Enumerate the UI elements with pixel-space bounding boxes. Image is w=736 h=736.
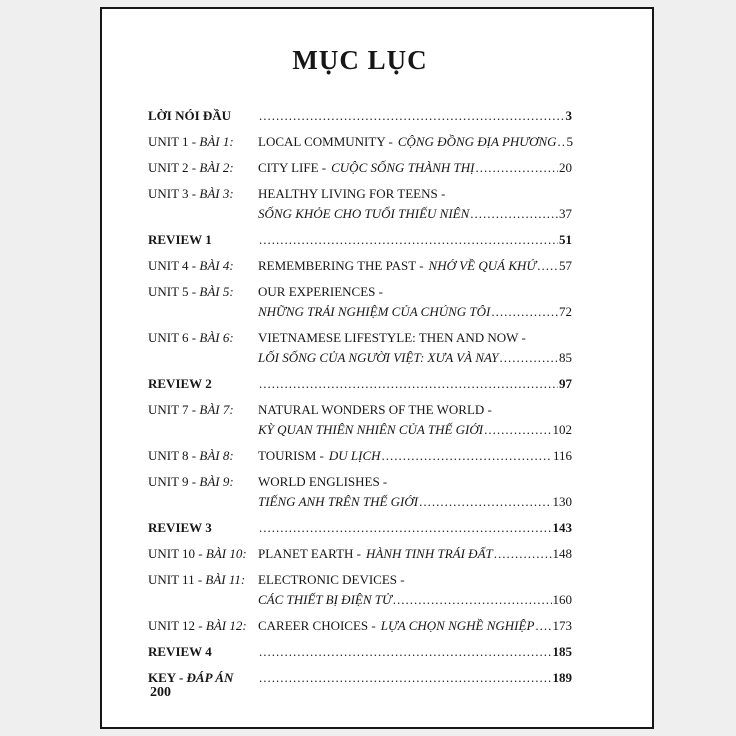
toc-entry-label: UNIT 12 -: [148, 618, 203, 633]
toc-entry: [148, 256, 572, 276]
toc-entry-label: UNIT 11 -: [148, 572, 203, 587]
toc-entry-label-italic: BÀI 11:: [205, 572, 246, 587]
toc-entry: [148, 472, 572, 512]
toc-entry-title-vi: NHỚ VỀ QUÁ KHỨ: [428, 258, 537, 273]
toc-entry: [148, 616, 572, 636]
dot-leader: [500, 348, 559, 368]
toc-entry-label: REVIEW 3: [148, 520, 212, 535]
dot-leader: [470, 204, 558, 224]
toc-entry-page: 85: [559, 350, 572, 365]
toc-entry: [148, 400, 572, 440]
page-content: [102, 9, 652, 688]
toc-entry: [148, 132, 572, 152]
toc-entry-label: UNIT 10 -: [148, 546, 203, 561]
toc-entry-label: UNIT 2 -: [148, 160, 197, 175]
toc-entry-title-en: TOURISM -: [258, 448, 324, 463]
dot-leader: [393, 590, 552, 610]
toc-entry: [148, 282, 572, 322]
toc-entry-title-en: LOCAL COMMUNITY -: [258, 134, 393, 149]
toc-entry-title-en: NATURAL WONDERS OF THE WORLD -: [258, 402, 492, 417]
toc-entry: [148, 230, 572, 250]
toc-entry-label-italic: BÀI 10:: [205, 546, 247, 561]
toc-entry-page: 51: [559, 232, 572, 247]
toc-entry-label: UNIT 7 -: [148, 402, 197, 417]
toc-entry-label: REVIEW 2: [148, 376, 212, 391]
footer-page-number: 200: [150, 685, 171, 700]
toc-entry-title-vi: NHỮNG TRẢI NGHIỆM CỦA CHÚNG TÔI: [258, 304, 491, 319]
dot-leader: [259, 668, 552, 688]
toc-entry: [148, 544, 572, 564]
toc-entry: [148, 446, 572, 466]
toc-entry-label: UNIT 3 -: [148, 186, 197, 201]
toc-entry-title-en: WORLD ENGLISHES -: [258, 474, 388, 489]
toc-entry-label: UNIT 8 -: [148, 448, 197, 463]
toc-entry-title-en: VIETNAMESE LIFESTYLE: THEN AND NOW -: [258, 330, 526, 345]
toc-entry-page: 5: [566, 134, 574, 149]
toc-entry-label-italic: BÀI 12:: [205, 618, 247, 633]
dot-leader: [259, 230, 558, 250]
toc-entry-label: UNIT 1 -: [148, 134, 197, 149]
toc-entry-title-vi: CỘNG ĐỒNG ĐỊA PHƯƠNG: [397, 134, 557, 149]
toc-entry-title-vi: LỐI SỐNG CỦA NGƯỜI VIỆT: XƯA VÀ NAY: [258, 350, 499, 365]
toc-entry-label: UNIT 5 -: [148, 284, 197, 299]
dot-leader: [259, 106, 565, 126]
toc-entry-page: 185: [552, 644, 572, 659]
dot-leader: [537, 256, 558, 276]
toc-entry-label: LỜI NÓI ĐẦU: [148, 108, 232, 123]
toc-entry-label-italic: BÀI 3:: [199, 186, 234, 201]
dot-leader: [259, 642, 552, 662]
toc-entry-label-italic: BÀI 8:: [199, 448, 234, 463]
toc-entry-title-en: CAREER CHOICES -: [258, 618, 376, 633]
toc-entry-page: 97: [559, 376, 572, 391]
toc-entry: [148, 184, 572, 224]
dot-leader: [535, 616, 551, 636]
toc-entry-page: 72: [559, 304, 572, 319]
toc-entry-page: 189: [552, 670, 572, 685]
toc-entry-title-vi: CÁC THIẾT BỊ ĐIỆN TỬ: [258, 592, 392, 607]
toc-entry-title-vi: HÀNH TINH TRÁI ĐẤT: [365, 546, 493, 561]
toc-entry-title-vi: CUỘC SỐNG THÀNH THỊ: [331, 160, 475, 175]
toc-entry-label-italic: BÀI 4:: [199, 258, 234, 273]
toc-entry-page: 116: [552, 448, 572, 463]
dot-leader: [484, 420, 551, 440]
toc-entry-label: UNIT 4 -: [148, 258, 197, 273]
toc-entry-title-en: PLANET EARTH -: [258, 546, 361, 561]
toc-entry-label-italic: BÀI 9:: [199, 474, 234, 489]
toc-entry-label-italic: BÀI 7:: [199, 402, 234, 417]
table-of-contents: [148, 106, 572, 688]
toc-entry-title-vi: DU LỊCH: [328, 448, 381, 463]
toc-entry-page: 57: [559, 258, 572, 273]
toc-entry-title-en: CITY LIFE -: [258, 160, 327, 175]
toc-entry-page: 37: [559, 206, 572, 221]
toc-entry: [148, 668, 572, 688]
page-title: MỤC LỤC: [292, 45, 428, 75]
dot-leader: [419, 492, 551, 512]
toc-entry-page: 102: [552, 422, 572, 437]
dot-leader: [382, 446, 552, 466]
toc-entry-title-en: ELECTRONIC DEVICES -: [258, 572, 405, 587]
toc-entry: [148, 328, 572, 368]
toc-entry-title-vi: KỲ QUAN THIÊN NHIÊN CỦA THẾ GIỚI: [258, 422, 484, 437]
toc-entry-label: REVIEW 1: [148, 232, 212, 247]
toc-entry-title-vi: TIẾNG ANH TRÊN THẾ GIỚI: [258, 494, 419, 509]
toc-entry-page: 160: [552, 592, 572, 607]
toc-entry: [148, 106, 572, 126]
toc-entry-label-italic: BÀI 1:: [199, 134, 234, 149]
toc-entry-page: 148: [552, 546, 572, 561]
toc-entry-label: REVIEW 4: [148, 644, 212, 659]
toc-entry-title-en: OUR EXPERIENCES -: [258, 284, 383, 299]
toc-entry: [148, 642, 572, 662]
toc-entry-title-en: HEALTHY LIVING FOR TEENS -: [258, 186, 446, 201]
toc-entry-label: KEY -: [148, 670, 184, 685]
toc-entry: [148, 374, 572, 394]
toc-entry-page: 173: [552, 618, 572, 633]
toc-entry-label-italic: BÀI 6:: [199, 330, 234, 345]
toc-entry-label-italic: BÀI 5:: [199, 284, 234, 299]
toc-entry: [148, 158, 572, 178]
toc-entry-page: 143: [552, 520, 572, 535]
toc-entry-title-vi: LỰA CHỌN NGHỀ NGHIỆP: [380, 618, 535, 633]
dot-leader: [259, 518, 552, 538]
dot-leader: [259, 374, 558, 394]
toc-entry-label-italic: ĐÁP ÁN: [186, 670, 234, 685]
dot-leader: [558, 132, 566, 152]
dot-leader: [494, 544, 552, 564]
toc-entry-page: 3: [565, 108, 572, 123]
dot-leader: [491, 302, 558, 322]
toc-entry-page: 20: [559, 160, 572, 175]
toc-entry: [148, 570, 572, 610]
toc-entry-label: UNIT 6 -: [148, 330, 197, 345]
toc-entry-title-en: REMEMBERING THE PAST -: [258, 258, 424, 273]
toc-entry-label-italic: BÀI 2:: [199, 160, 234, 175]
toc-entry-page: 130: [552, 494, 572, 509]
toc-entry-label: UNIT 9 -: [148, 474, 197, 489]
toc-entry: [148, 518, 572, 538]
dot-leader: [476, 158, 558, 178]
book-page: [100, 7, 654, 729]
toc-entry-title-vi: SỐNG KHỎE CHO TUỔI THIẾU NIÊN: [258, 206, 470, 221]
